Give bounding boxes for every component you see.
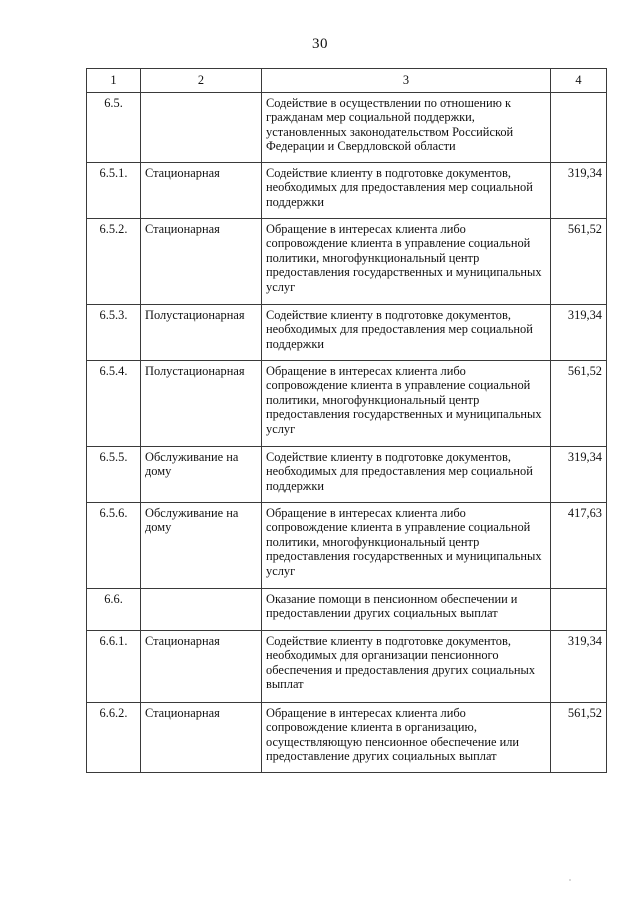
service-description: Содействие клиенту в подготовке документов, необходимых для предоставления мер социальной поддержки: [262, 162, 551, 218]
service-description: Содействие клиенту в подготовке документов, необходимых для предоставления мер социальной поддержки: [262, 304, 551, 360]
service-form: Стационарная: [141, 702, 262, 772]
service-form: Стационарная: [141, 218, 262, 304]
service-price: 319,34: [551, 162, 607, 218]
column-header-price: 4: [551, 69, 607, 93]
service-price: 319,34: [551, 446, 607, 502]
table-header-row: [87, 69, 607, 93]
row-number: 6.5.3.: [87, 304, 141, 360]
service-price: [551, 588, 607, 630]
service-form: [141, 588, 262, 630]
table-row: [87, 92, 607, 162]
service-price: [551, 92, 607, 162]
service-form: Обслуживание на дому: [141, 502, 262, 588]
row-number: 6.5.5.: [87, 446, 141, 502]
row-number: 6.6.: [87, 588, 141, 630]
column-header-number: 1: [87, 69, 141, 93]
table-row: [87, 630, 607, 702]
service-form: Обслуживание на дому: [141, 446, 262, 502]
table-row: [87, 702, 607, 772]
service-form: [141, 92, 262, 162]
service-description: Содействие клиенту в подготовке документов, необходимых для организации пенсионного обеспечения и предоставления других социальных выплат: [262, 630, 551, 702]
row-number: 6.5.1.: [87, 162, 141, 218]
service-description: Обращение в интересах клиента либо сопровождение клиента в организацию, осуществляющую пенсионное обеспечение или предоставление других социальных выплат: [262, 702, 551, 772]
service-form: Стационарная: [141, 630, 262, 702]
service-description: Обращение в интересах клиента либо сопровождение клиента в управление социальной политики, многофункциональный центр предоставления государственных и муниципальных услуг: [262, 218, 551, 304]
row-number: 6.6.1.: [87, 630, 141, 702]
service-description: Обращение в интересах клиента либо сопровождение клиента в управление социальной политики, многофункциональный центр предоставления государственных и муниципальных услуг: [262, 502, 551, 588]
service-description: Оказание помощи в пенсионном обеспечении и предоставлении других социальных выплат: [262, 588, 551, 630]
service-price: 417,63: [551, 502, 607, 588]
table-row: [87, 304, 607, 360]
table-row: [87, 218, 607, 304]
service-description: Обращение в интересах клиента либо сопровождение клиента в управление социальной политики, многофункциональный центр предоставления государственных и муниципальных услуг: [262, 360, 551, 446]
services-table: [86, 68, 607, 773]
column-header-description: 3: [262, 69, 551, 93]
row-number: 6.5.6.: [87, 502, 141, 588]
table-row: [87, 588, 607, 630]
service-price: 561,52: [551, 702, 607, 772]
service-form: Полустационарная: [141, 304, 262, 360]
service-price: 561,52: [551, 360, 607, 446]
page-number: 30: [312, 36, 328, 52]
service-form: Стационарная: [141, 162, 262, 218]
service-price: 319,34: [551, 630, 607, 702]
service-description: Содействие в осуществлении по отношению к гражданам мер социальной поддержки, установленных законодательством Российской Федерации и Свердловской области: [262, 92, 551, 162]
service-description: Содействие клиенту в подготовке документов, необходимых для предоставления мер социальной поддержки: [262, 446, 551, 502]
row-number: 6.6.2.: [87, 702, 141, 772]
row-number: 6.5.2.: [87, 218, 141, 304]
scan-speck: [569, 879, 571, 881]
column-header-form: 2: [141, 69, 262, 93]
service-form: Полустационарная: [141, 360, 262, 446]
row-number: 6.5.4.: [87, 360, 141, 446]
table-row: [87, 446, 607, 502]
table-row: [87, 360, 607, 446]
row-number: 6.5.: [87, 92, 141, 162]
table-row: [87, 502, 607, 588]
service-price: 561,52: [551, 218, 607, 304]
service-price: 319,34: [551, 304, 607, 360]
table-row: [87, 162, 607, 218]
